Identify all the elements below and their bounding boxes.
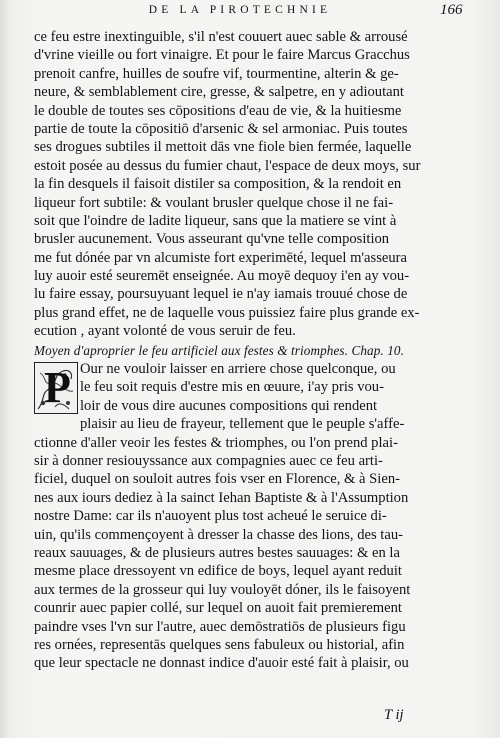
text-line: uin, qu'ils commençoyent à dresser la chasse des lions, des tau- [34, 526, 403, 543]
paragraph-2-opening [34, 360, 446, 415]
text-line: reaux sauuages, & de plusieurs autres bestes sauuages: & en la [34, 544, 400, 561]
text-line: luy auoir esté seuremēt enseignée. Au moyē dequoy i'en ay vou- [34, 268, 410, 285]
text-line: me fut dónée par vn alcumiste fort experimēté, lequel m'asseura [34, 249, 408, 266]
page-header [0, 4, 500, 28]
text-line: ecution , ayant volonté de vous seruir de feu. [34, 323, 296, 340]
text-line: ctionne d'aller veoir les festes & triomphes, ou l'on prend plai- [34, 434, 398, 451]
text-line: lu faire essay, poursuyuant lequel ie n'ay iamais trouué chose de [34, 286, 408, 303]
text-line: plus grand effet, ne de laquelle vous puissiez faire plus grande ex- [34, 304, 420, 321]
text-line: la fin desquels il faisoit distiler sa composition, & la rendoit en [34, 176, 402, 193]
page-number: 166 [440, 2, 463, 18]
text-line: brusler aucunement. Vous asseurant qu'vne telle composition [34, 231, 390, 248]
text-line: plaisir au lieu de frayeur, tellement que le peuple s'affe- [80, 416, 405, 433]
text-line: loir de vous dire aucunes compositions qui rendent [80, 397, 378, 414]
decorated-initial [34, 362, 78, 414]
text-line: aux termes de la grosseur qui luy vouloyēt dóner, ils le faisoyent [34, 581, 411, 598]
text-line: liqueur fort subtile: & voulant brusler quelque chose il ne fai- [34, 194, 394, 211]
text-line: estoit posée au dessus du fumier chaut, l'espace de deux moys, sur [34, 157, 421, 174]
text-line: sir à donner resiouyssance aux compagnies auec ce feu arti- [34, 452, 383, 469]
text-line: Our ne vouloir laisser en arriere chose quelconque, ou [80, 361, 396, 378]
text-line: d'vrine vieille ou fort vinaigre. Et pour le faire Marcus Gracchus [34, 47, 410, 64]
text-line: nes aux iours dediez à la sainct Iehan Baptiste & à l'Assumption [34, 489, 409, 506]
text-line: partie de toute la cōpositiō d'arsenic & sel armoniac. Puis toutes [34, 120, 408, 137]
text-line: mesme place dressoyent vn edifice de boys, lequel ayant reduit [34, 563, 402, 580]
text-line: ses drogues subtiles il mettoit dās vne fiole bien fermée, laquelle [34, 139, 412, 156]
running-head: DE LA PIROTECHNIE [148, 4, 332, 16]
text-line: nostre Dame: car ils n'auoyent plus tost acheué le seruice di- [34, 508, 387, 525]
paragraph-2-body [34, 415, 446, 672]
initial-letter: P [44, 363, 71, 413]
text-line: prenoit canfre, huilles de soufre vif, tourmentine, alterin & ge- [34, 65, 399, 82]
paragraph-1 [34, 28, 446, 341]
chapter-heading: Moyen d'aproprier le feu artificiel aux festes & triomphes. Chap. 10. [34, 342, 405, 358]
text-line: paindre vses l'vn sur l'autre, auec demōstratiōs de plusieurs figu [34, 618, 406, 635]
signature-mark: T ij [384, 707, 404, 723]
text-line: soit que l'oindre de ladite liqueur, sans que la matiere se vint à [34, 212, 397, 229]
text-line: le double de toutes ses cōpositions d'eau de vie, & la huitiesme [34, 102, 402, 119]
text-line: que leur spectacle ne donnast indice d'auoir esté fait à plaisir, ou [34, 655, 409, 672]
text-line: ce feu estre inextinguible, s'il n'est couuert auec sable & arrousé [34, 29, 408, 45]
text-line: res ornées, representās quelques sens fabuleux ou historial, afin [34, 636, 405, 653]
text-line: ficiel, duquel on souloit autres fois vser en Florence, & à Sien- [34, 471, 400, 488]
text-line: neure, & semblablement cire, gresse, & salpetre, en y adioutant [34, 84, 404, 101]
text-line: le feu soit requis d'estre mis en œuure, i'ay pris vou- [80, 379, 384, 396]
body-text [34, 28, 446, 673]
text-line: counrir auec papier collé, sur lequel on auoit fait premierement [34, 600, 402, 617]
